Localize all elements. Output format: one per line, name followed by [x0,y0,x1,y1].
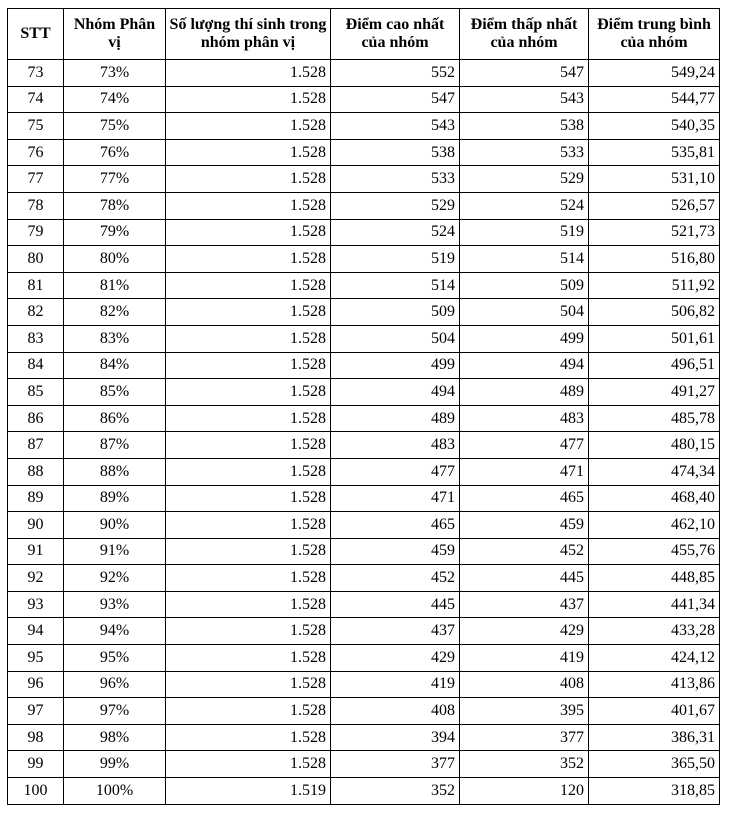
cell-count: 1.528 [166,645,331,672]
cell-percentile: 83% [64,325,166,352]
table-row [8,618,720,645]
cell-avg: 474,34 [589,458,720,485]
cell-percentile: 86% [64,405,166,432]
cell-avg: 468,40 [589,485,720,512]
cell-count: 1.519 [166,778,331,805]
cell-percentile: 76% [64,139,166,166]
cell-avg: 544,77 [589,86,720,113]
cell-avg: 521,73 [589,219,720,246]
cell-count: 1.528 [166,405,331,432]
cell-max: 483 [331,432,460,459]
header-min-score: Điểm thấp nhất của nhóm [460,9,589,60]
cell-count: 1.528 [166,246,331,273]
table-row [8,512,720,539]
cell-min: 429 [460,618,589,645]
cell-min: 529 [460,166,589,193]
cell-min: 538 [460,113,589,140]
cell-stt: 83 [8,325,64,352]
cell-avg: 491,27 [589,379,720,406]
cell-min: 494 [460,352,589,379]
table-row [8,352,720,379]
table-row [8,272,720,299]
cell-avg: 448,85 [589,565,720,592]
table-row [8,219,720,246]
table-row [8,405,720,432]
cell-avg: 424,12 [589,645,720,672]
header-percentile-group: Nhóm Phân vị [64,9,166,60]
cell-avg: 386,31 [589,724,720,751]
cell-max: 452 [331,565,460,592]
cell-percentile: 89% [64,485,166,512]
table-row [8,751,720,778]
cell-max: 471 [331,485,460,512]
cell-min: 120 [460,778,589,805]
cell-max: 465 [331,512,460,539]
cell-max: 514 [331,272,460,299]
cell-count: 1.528 [166,272,331,299]
cell-avg: 496,51 [589,352,720,379]
table-row [8,166,720,193]
cell-max: 519 [331,246,460,273]
cell-stt: 77 [8,166,64,193]
table-row [8,192,720,219]
cell-stt: 84 [8,352,64,379]
table-row [8,325,720,352]
cell-max: 394 [331,724,460,751]
table-row [8,246,720,273]
cell-avg: 401,67 [589,698,720,725]
cell-stt: 87 [8,432,64,459]
table-row [8,591,720,618]
cell-max: 445 [331,591,460,618]
cell-stt: 80 [8,246,64,273]
table-row [8,379,720,406]
cell-count: 1.528 [166,352,331,379]
cell-max: 543 [331,113,460,140]
cell-avg: 413,86 [589,671,720,698]
cell-stt: 79 [8,219,64,246]
cell-max: 477 [331,458,460,485]
cell-count: 1.528 [166,86,331,113]
cell-count: 1.528 [166,113,331,140]
cell-count: 1.528 [166,671,331,698]
cell-stt: 78 [8,192,64,219]
cell-avg: 531,10 [589,166,720,193]
cell-stt: 96 [8,671,64,698]
table-row [8,139,720,166]
cell-min: 509 [460,272,589,299]
cell-avg: 526,57 [589,192,720,219]
cell-stt: 88 [8,458,64,485]
cell-count: 1.528 [166,139,331,166]
cell-percentile: 81% [64,272,166,299]
cell-max: 419 [331,671,460,698]
cell-min: 395 [460,698,589,725]
table-body [8,60,720,805]
table-row [8,565,720,592]
cell-stt: 98 [8,724,64,751]
cell-percentile: 74% [64,86,166,113]
percentile-score-table [7,8,720,805]
cell-avg: 501,61 [589,325,720,352]
cell-avg: 485,78 [589,405,720,432]
table-row [8,485,720,512]
cell-min: 477 [460,432,589,459]
cell-percentile: 91% [64,538,166,565]
cell-stt: 92 [8,565,64,592]
cell-percentile: 85% [64,379,166,406]
cell-percentile: 92% [64,565,166,592]
cell-max: 547 [331,86,460,113]
cell-stt: 100 [8,778,64,805]
cell-percentile: 84% [64,352,166,379]
table-row [8,458,720,485]
cell-min: 519 [460,219,589,246]
cell-min: 445 [460,565,589,592]
cell-min: 352 [460,751,589,778]
cell-max: 529 [331,192,460,219]
cell-avg: 462,10 [589,512,720,539]
cell-percentile: 79% [64,219,166,246]
cell-stt: 95 [8,645,64,672]
cell-avg: 516,80 [589,246,720,273]
cell-stt: 76 [8,139,64,166]
header-max-score: Điểm cao nhất của nhóm [331,9,460,60]
cell-min: 437 [460,591,589,618]
cell-avg: 433,28 [589,618,720,645]
cell-stt: 82 [8,299,64,326]
cell-min: 524 [460,192,589,219]
cell-avg: 535,81 [589,139,720,166]
header-row [8,9,720,60]
cell-min: 533 [460,139,589,166]
cell-percentile: 99% [64,751,166,778]
cell-avg: 365,50 [589,751,720,778]
cell-stt: 91 [8,538,64,565]
cell-count: 1.528 [166,325,331,352]
cell-percentile: 93% [64,591,166,618]
cell-count: 1.528 [166,192,331,219]
cell-min: 452 [460,538,589,565]
cell-count: 1.528 [166,432,331,459]
cell-count: 1.528 [166,166,331,193]
cell-min: 408 [460,671,589,698]
cell-count: 1.528 [166,219,331,246]
table-row [8,86,720,113]
cell-min: 514 [460,246,589,273]
cell-percentile: 100% [64,778,166,805]
table-row [8,60,720,87]
cell-percentile: 90% [64,512,166,539]
table-row [8,778,720,805]
cell-avg: 511,92 [589,272,720,299]
cell-max: 377 [331,751,460,778]
cell-stt: 81 [8,272,64,299]
header-candidate-count: Số lượng thí sinh trong nhóm phân vị [166,9,331,60]
cell-stt: 99 [8,751,64,778]
cell-stt: 85 [8,379,64,406]
table-row [8,645,720,672]
table-row [8,671,720,698]
cell-percentile: 82% [64,299,166,326]
cell-stt: 94 [8,618,64,645]
cell-stt: 97 [8,698,64,725]
table-row [8,538,720,565]
table-row [8,299,720,326]
cell-avg: 506,82 [589,299,720,326]
cell-count: 1.528 [166,512,331,539]
cell-count: 1.528 [166,485,331,512]
cell-count: 1.528 [166,458,331,485]
cell-count: 1.528 [166,299,331,326]
cell-min: 543 [460,86,589,113]
cell-percentile: 77% [64,166,166,193]
cell-avg: 549,24 [589,60,720,87]
cell-min: 547 [460,60,589,87]
cell-min: 483 [460,405,589,432]
cell-max: 459 [331,538,460,565]
cell-max: 408 [331,698,460,725]
table-row [8,432,720,459]
cell-percentile: 75% [64,113,166,140]
cell-max: 437 [331,618,460,645]
cell-stt: 86 [8,405,64,432]
cell-count: 1.528 [166,724,331,751]
cell-percentile: 96% [64,671,166,698]
cell-avg: 540,35 [589,113,720,140]
table-row [8,698,720,725]
cell-avg: 318,85 [589,778,720,805]
cell-count: 1.528 [166,538,331,565]
cell-avg: 480,15 [589,432,720,459]
header-stt: STT [8,9,64,60]
cell-percentile: 73% [64,60,166,87]
cell-percentile: 98% [64,724,166,751]
cell-max: 509 [331,299,460,326]
cell-percentile: 80% [64,246,166,273]
cell-stt: 90 [8,512,64,539]
cell-max: 499 [331,352,460,379]
cell-stt: 74 [8,86,64,113]
cell-count: 1.528 [166,698,331,725]
cell-stt: 93 [8,591,64,618]
cell-min: 504 [460,299,589,326]
cell-max: 352 [331,778,460,805]
cell-percentile: 95% [64,645,166,672]
cell-count: 1.528 [166,379,331,406]
cell-percentile: 88% [64,458,166,485]
cell-max: 533 [331,166,460,193]
cell-max: 504 [331,325,460,352]
cell-stt: 75 [8,113,64,140]
cell-percentile: 97% [64,698,166,725]
cell-min: 459 [460,512,589,539]
cell-count: 1.528 [166,751,331,778]
cell-max: 552 [331,60,460,87]
cell-min: 489 [460,379,589,406]
cell-max: 524 [331,219,460,246]
cell-max: 538 [331,139,460,166]
table-row [8,113,720,140]
cell-stt: 73 [8,60,64,87]
cell-min: 471 [460,458,589,485]
table-row [8,724,720,751]
cell-stt: 89 [8,485,64,512]
cell-percentile: 78% [64,192,166,219]
cell-min: 465 [460,485,589,512]
cell-max: 494 [331,379,460,406]
cell-count: 1.528 [166,60,331,87]
cell-count: 1.528 [166,565,331,592]
cell-percentile: 87% [64,432,166,459]
cell-count: 1.528 [166,618,331,645]
cell-max: 429 [331,645,460,672]
header-avg-score: Điểm trung bình của nhóm [589,9,720,60]
cell-count: 1.528 [166,591,331,618]
cell-avg: 455,76 [589,538,720,565]
cell-avg: 441,34 [589,591,720,618]
cell-min: 377 [460,724,589,751]
cell-min: 419 [460,645,589,672]
cell-min: 499 [460,325,589,352]
cell-max: 489 [331,405,460,432]
cell-percentile: 94% [64,618,166,645]
